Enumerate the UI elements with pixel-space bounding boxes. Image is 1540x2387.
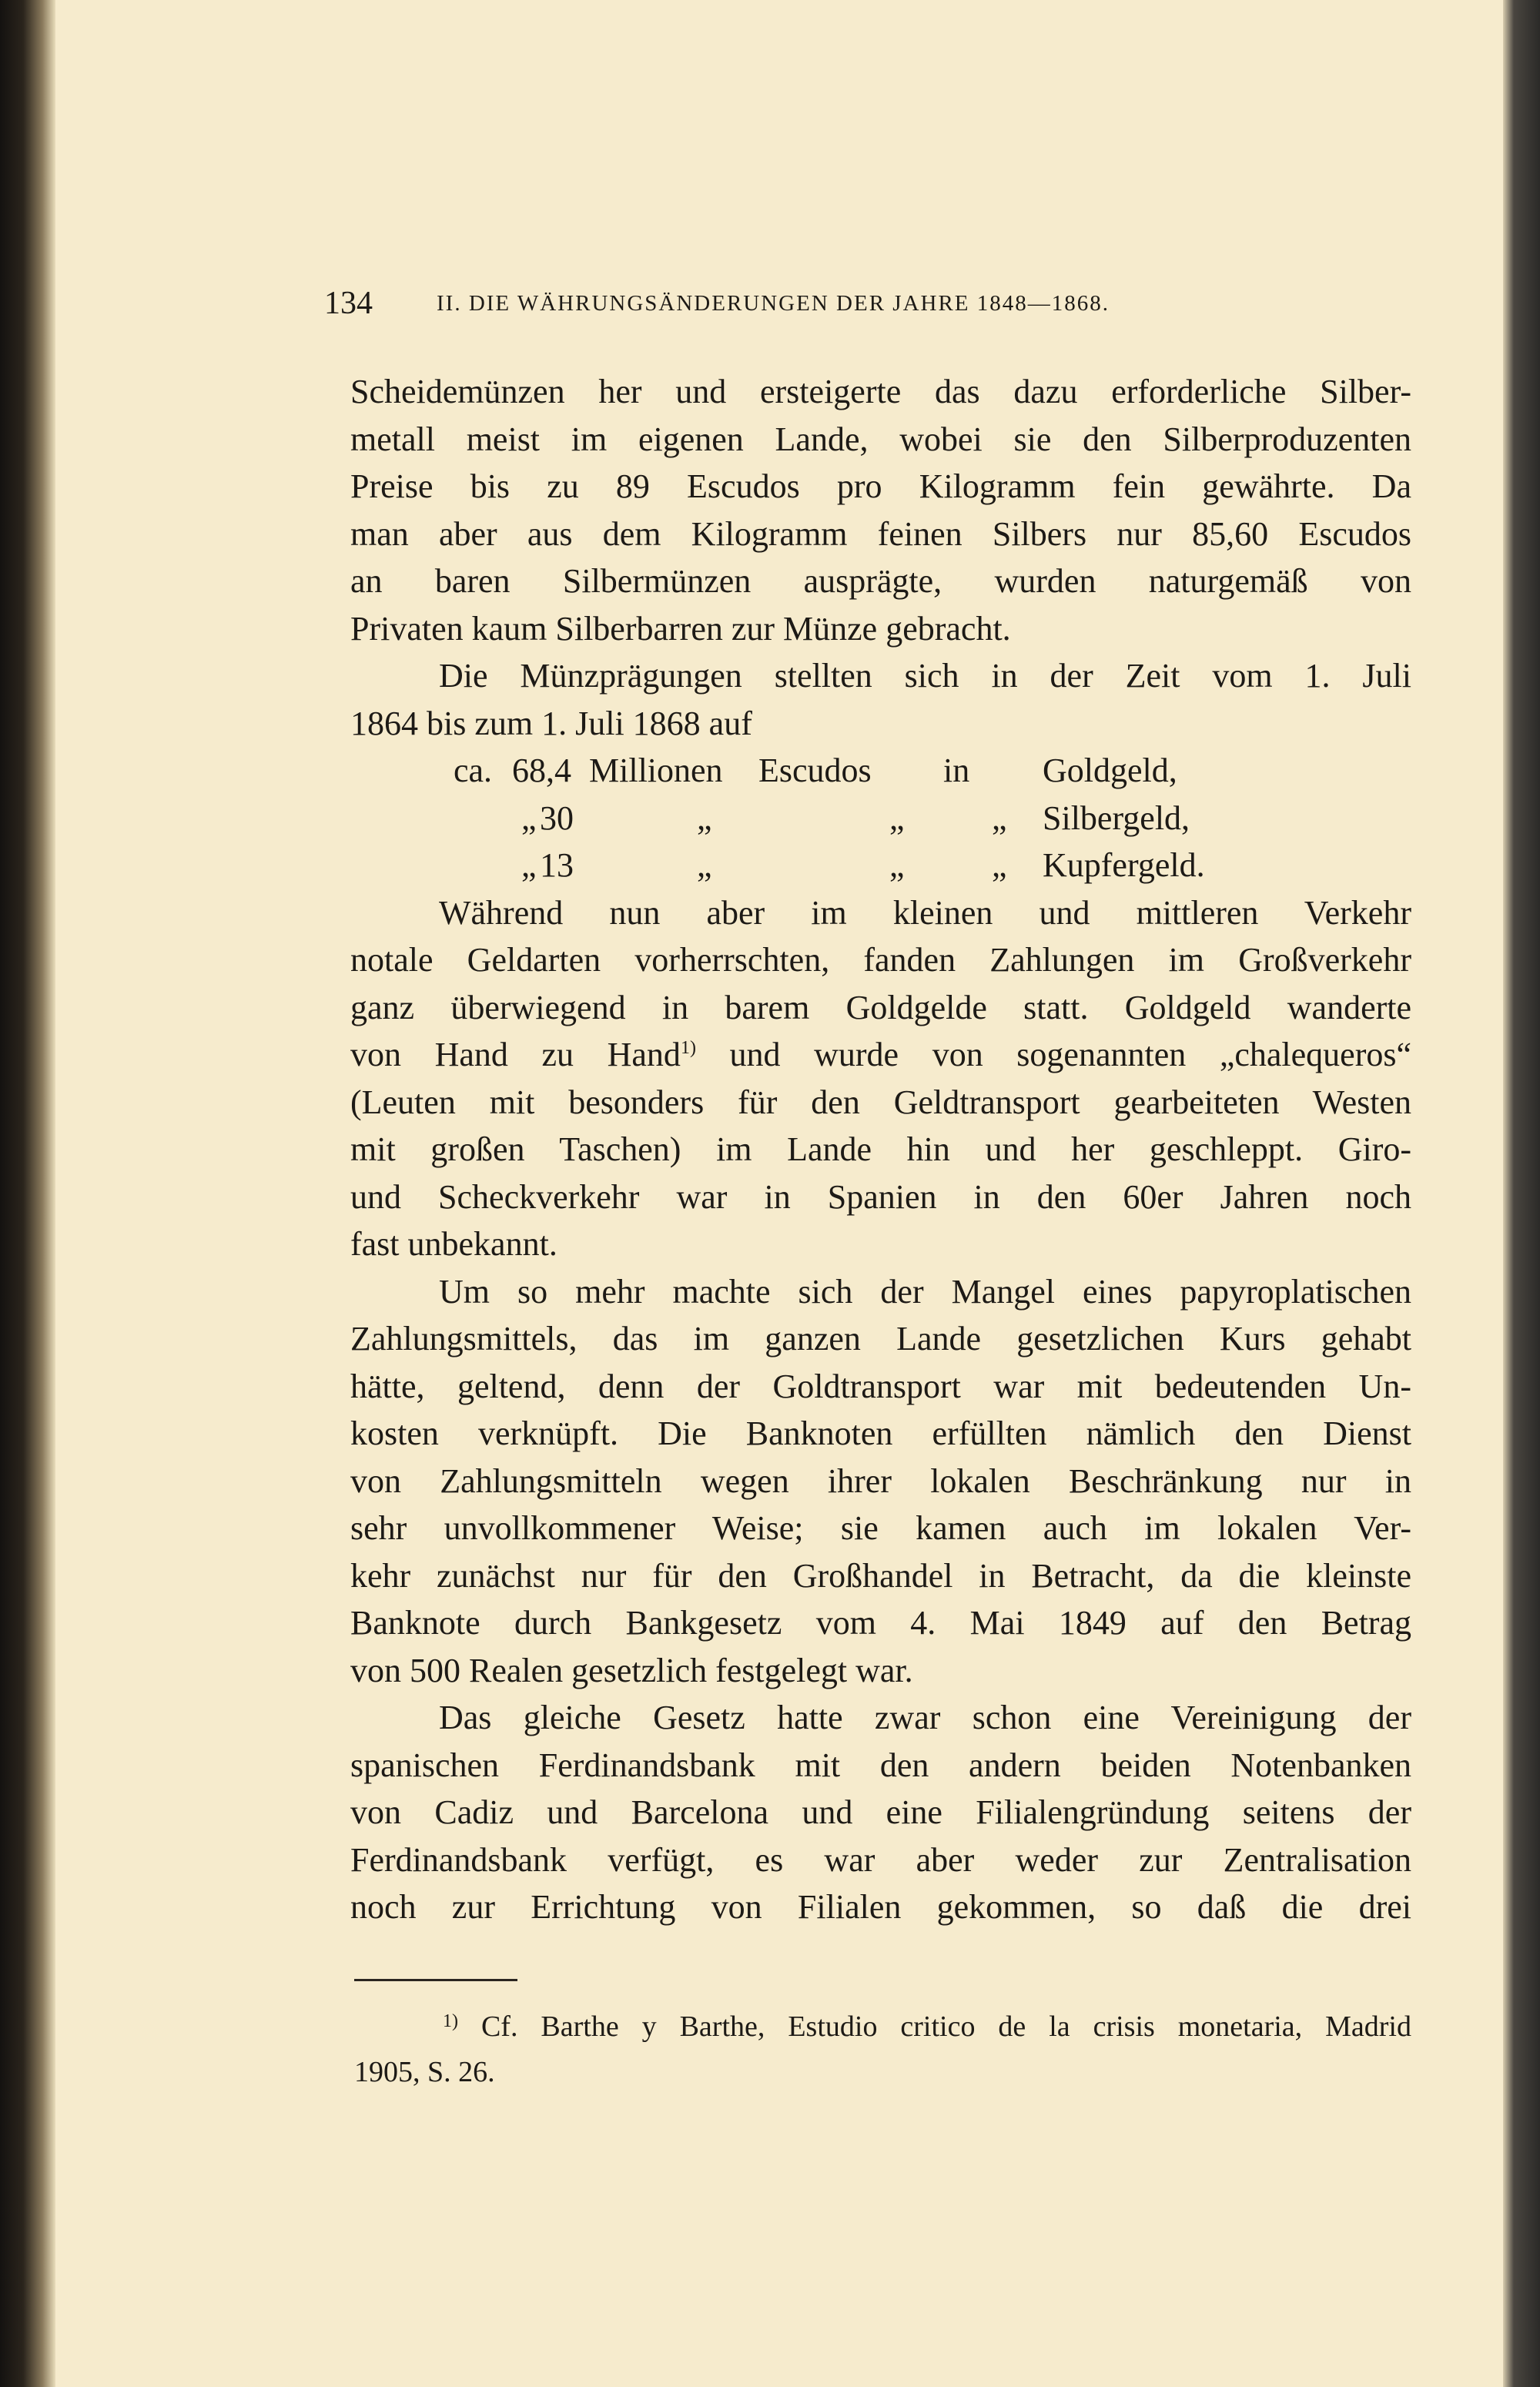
mint-table-row [350, 795, 1411, 842]
footnote-reference[interactable]: 1) [680, 1038, 696, 1058]
text-line: Zahlungsmittels, das im ganzen Lande gesetzlichen Kurs gehabt [350, 1320, 1411, 1358]
text-line [350, 1031, 1411, 1079]
text-line: Um so mehr machte sich der Mangel eines papyroplatischen [439, 1272, 1411, 1311]
footnote-text: Cf. Barthe y Barthe, Estudio critico de la crisis monetaria, Madrid [480, 2010, 1411, 2043]
text-line: notale Geldarten vorherrschten, fanden Zahlungen im Großverkehr [350, 941, 1411, 979]
paragraph [350, 1268, 1411, 1695]
text-line: metall meist im eigenen Lande, wobei sie den Silberproduzenten [350, 420, 1411, 458]
mint-table-row [350, 747, 1411, 795]
cell: Millionen [589, 752, 723, 789]
cell: 30 [540, 798, 574, 837]
text-line: fast unbekannt. [350, 1225, 557, 1263]
text-line: man aber aus dem Kilogramm feinen Silbers nur 85,60 Escudos [350, 514, 1411, 553]
text-line: spanischen Ferdinandsbank mit den andern beiden Notenbanken [350, 1746, 1411, 1784]
text-line: (Leuten mit besonders für den Geldtransport gearbeiteten Westen [350, 1083, 1411, 1121]
text-line: von 500 Realen gesetzlich festgelegt war. [350, 1651, 913, 1689]
cell: „ [697, 798, 712, 837]
paragraph [350, 889, 1411, 1268]
text-run: und wurde von sogenannten „chalequeros“ [695, 1036, 1411, 1073]
text-line: Banknote durch Bankgesetz vom 4. Mai 1849 auf den Betrag [350, 1604, 1411, 1642]
cell: Silbergeld, [1043, 798, 1190, 837]
cell: Goldgeld, [1043, 752, 1177, 789]
scan-left-edge [0, 0, 55, 2387]
text-run: von Hand zu Hand [350, 1036, 681, 1073]
text-line: Privaten kaum Silberbarren zur Münze gebracht. [350, 609, 1011, 648]
text-line: mit großen Taschen) im Lande hin und her geschleppt. Giro- [350, 1130, 1411, 1168]
cell: „ [521, 846, 537, 884]
text-line: Scheidemünzen her und ersteigerte das dazu erforderliche Silber- [350, 373, 1411, 410]
text-line: noch zur Errichtung von Filialen gekommen, so daß die drei [350, 1888, 1411, 1926]
cell: „ [697, 846, 712, 884]
cell: „ [889, 846, 905, 884]
text-line: an baren Silbermünzen ausprägte, wurden naturgemäß von [350, 562, 1411, 600]
cell: „ [992, 798, 1007, 837]
text-line: von Cadiz und Barcelona und eine Filialengründung seitens der [350, 1793, 1411, 1831]
page-header [324, 285, 1418, 323]
cell: 68,4 [512, 752, 571, 789]
cell: „ [889, 798, 905, 837]
text-line: Preise bis zu 89 Escudos pro Kilogramm fein gewährte. Da [350, 467, 1411, 505]
text-line: Während nun aber im kleinen und mittleren Verkehr [439, 893, 1411, 932]
text-line: 1864 bis zum 1. Juli 1868 auf [350, 704, 752, 742]
text-line: und Scheckverkehr war in Spanien in den 60er Jahren noch [350, 1177, 1411, 1216]
cell: 13 [540, 846, 574, 884]
scan-right-edge [1503, 0, 1540, 2387]
text-line: hätte, geltend, denn der Goldtransport war mit bedeutenden Un- [350, 1367, 1411, 1405]
footnote-line: 1905, S. 26. [354, 2056, 495, 2088]
text-line: Das gleiche Gesetz hatte zwar schon eine Vereinigung der [439, 1699, 1411, 1736]
text-line: Die Münzprägungen stellten sich in der Zeit vom 1. Juli [439, 657, 1411, 695]
text-line: kehr zunächst nur für den Großhandel in Betracht, da die kleinste [350, 1556, 1411, 1595]
text-line: von Zahlungsmitteln wegen ihrer lokalen Beschränkung nur in [350, 1461, 1411, 1500]
paragraph [350, 652, 1411, 747]
cell: in [943, 752, 970, 789]
cell: Escudos [758, 752, 872, 789]
paragraph [350, 1694, 1411, 1931]
page-number: 134 [324, 286, 373, 321]
footnote-marker: 1) [443, 2011, 458, 2031]
cell: „ [992, 846, 1007, 884]
paragraph [350, 368, 1411, 652]
running-title: II. DIE WÄHRUNGSÄNDERUNGEN DER JAHRE 1848—1868. [437, 291, 1110, 316]
footnote-line [354, 2004, 1411, 2050]
cell: „ [521, 798, 537, 837]
cell: ca. [454, 752, 493, 789]
page-body [350, 368, 1411, 1931]
text-line: Ferdinandsbank verfügt, es war aber weder zur Zentralisation [350, 1840, 1411, 1879]
text-line: sehr unvollkommener Weise; sie kamen auch im lokalen Ver- [350, 1509, 1411, 1547]
text-line: kosten verknüpft. Die Banknoten erfüllten nämlich den Dienst [350, 1414, 1411, 1452]
mint-table [350, 747, 1411, 889]
text-line: ganz überwiegend in barem Goldgelde statt. Goldgeld wanderte [350, 988, 1411, 1026]
cell: Kupfergeld. [1043, 846, 1205, 884]
mint-table-row [350, 842, 1411, 889]
footnote-divider [354, 1979, 517, 1981]
